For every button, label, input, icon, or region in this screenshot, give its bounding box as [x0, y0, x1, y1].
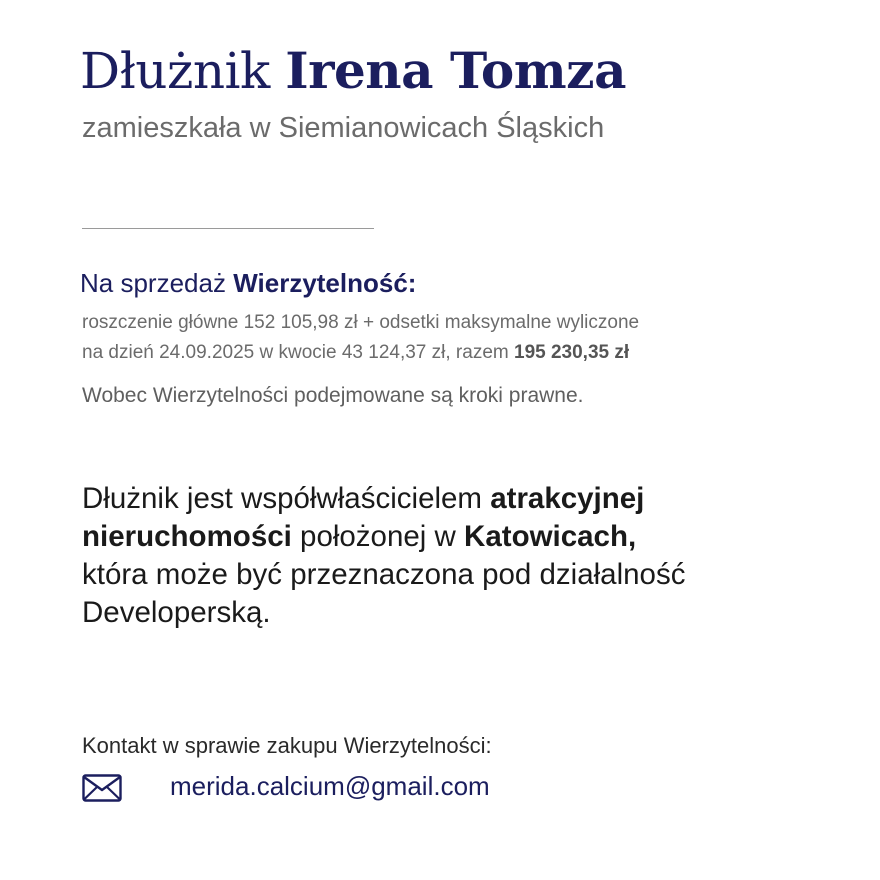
- property-line-1: [82, 480, 782, 518]
- sale-heading-prefix: Na sprzedaż: [80, 268, 226, 298]
- legal-note: Wobec Wierzytelności podejmowane są kroki prawne.: [82, 384, 584, 407]
- property-line-1-text: Dłużnik jest współwłaścicielem: [82, 482, 483, 515]
- property-line-2: [82, 518, 782, 556]
- claim-line-1: roszczenie główne 152 105,98 zł + odsetki maksymalne wyliczone: [82, 312, 640, 333]
- title-prefix: Dłużnik: [80, 42, 270, 100]
- claim-line-2: [82, 338, 639, 368]
- property-city: Katowicach,: [464, 520, 637, 553]
- contact-label: Kontakt w sprawie zakupu Wierzytelności:: [82, 733, 492, 758]
- debtor-name: Irena Tomza: [285, 41, 626, 100]
- section-divider: [82, 228, 374, 229]
- sale-heading: [80, 266, 416, 300]
- envelope-icon: [82, 774, 122, 802]
- property-line-4: Developerską.: [82, 596, 271, 629]
- property-line-2-text: położonej w: [300, 520, 456, 553]
- debtor-residence: zamieszkała w Siemianowicach Śląskich: [82, 112, 605, 144]
- claim-total: 195 230,35 zł: [514, 342, 630, 363]
- sale-heading-strong: Wierzytelność:: [233, 268, 417, 298]
- page-title: [80, 40, 626, 102]
- claim-details: [82, 308, 639, 368]
- claim-line-2-text: na dzień 24.09.2025 w kwocie 43 124,37 zł, razem: [82, 342, 509, 363]
- property-description: [82, 480, 782, 632]
- contact-email-link[interactable]: merida.calcium@gmail.com: [170, 771, 490, 801]
- property-line-3: która może być przeznaczona pod działalność: [82, 558, 686, 591]
- property-line-2-strong: nieruchomości: [82, 520, 292, 553]
- property-line-1-strong: atrakcyjnej: [490, 482, 645, 515]
